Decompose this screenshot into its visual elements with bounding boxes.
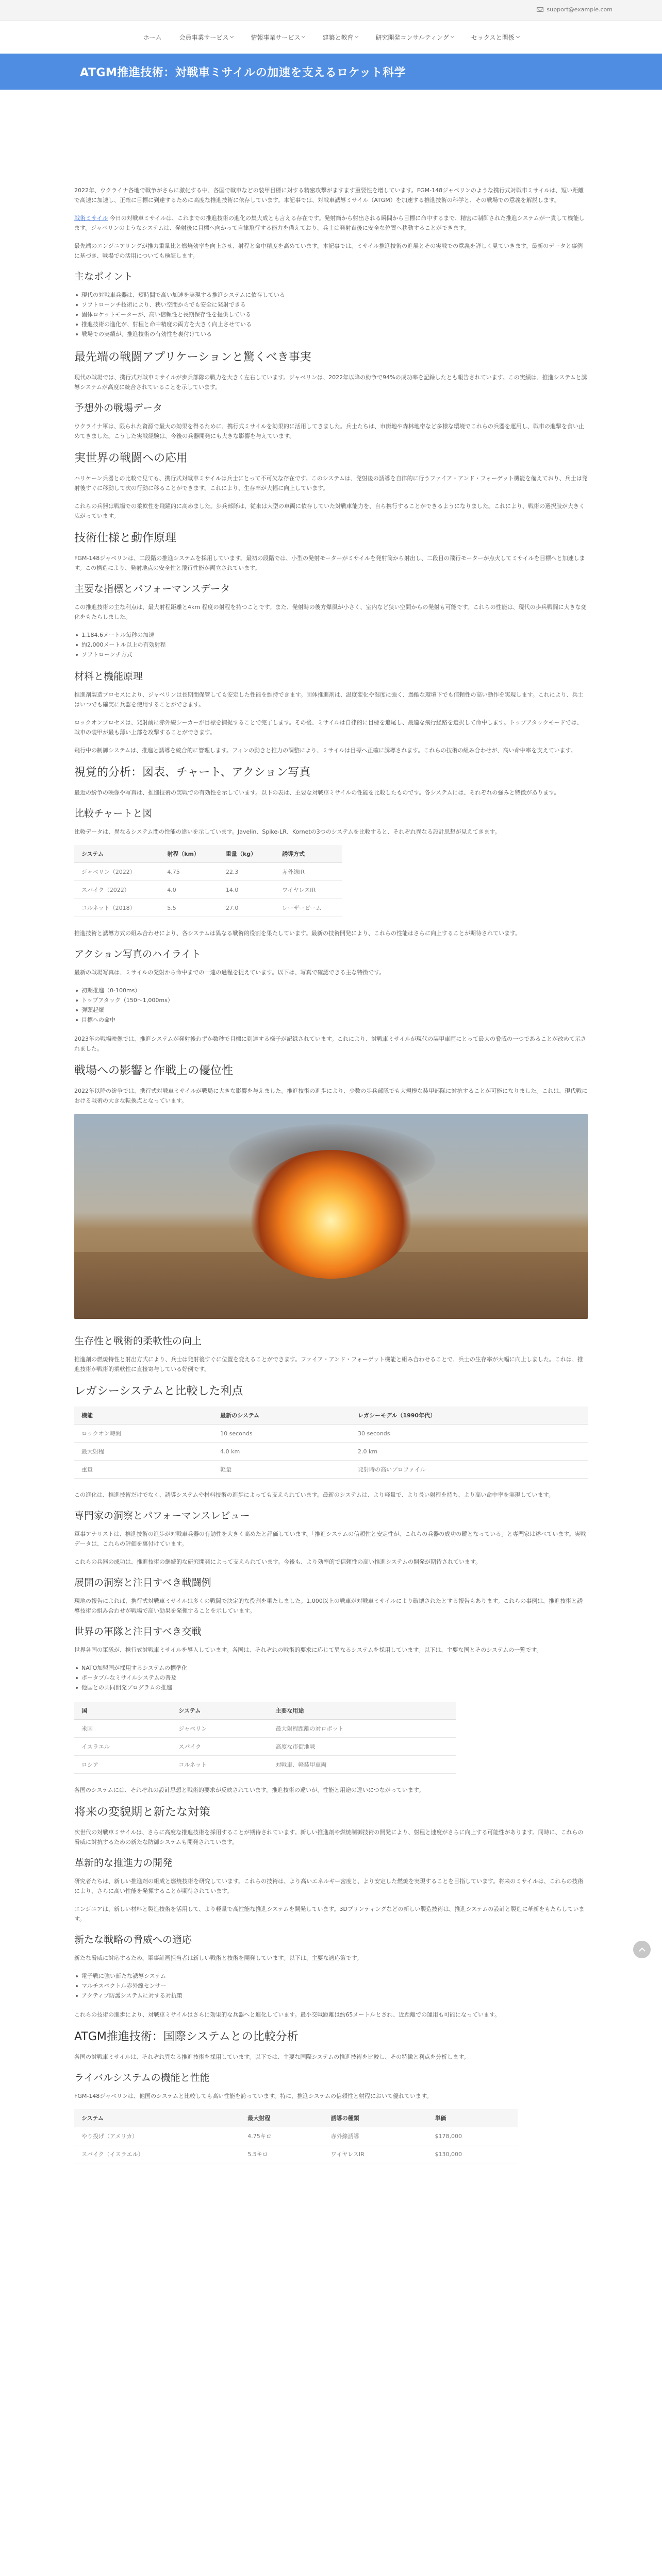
list-item: 現代の対戦車兵器は、短時間で高い加速を実現する推進システムに依存している	[74, 290, 588, 300]
nav-member-services[interactable]: 会員事業サービス	[179, 33, 233, 42]
list-item: NATO加盟国が採用するシステムの標準化	[74, 1663, 588, 1673]
nav-relationships[interactable]: セックスと関係	[471, 33, 519, 42]
table-header: 誘導の種類	[324, 2109, 428, 2127]
list-item: 推進技術の進化が、射程と命中精度の両方を大きく向上させている	[74, 319, 588, 329]
section-heading-survival: 生存性と戦術的柔軟性の向上	[74, 1335, 202, 1347]
paragraph: ハリケーン兵器との比較で見ても、携行式対戦車ミサイルは兵士にとって不可欠な存在です。このシステムは、発射後の誘導を自律的に行うファイア・アンド・フォーゲット機能を備えており、兵士は発射後すぐに移動して次の行動に移ることができます。これにより、生存率が大幅に向上しています。	[74, 475, 588, 492]
paragraph: 2022年以降の紛争では、携行式対戦車ミサイルが戦局に大きな影響を与えました。推進技術の進歩により、少数の歩兵部隊でも大規模な装甲部隊に対抗することが可能になりました。これは、現代戦における戦術の大きな転換点となっています。	[74, 1088, 588, 1104]
top-bar	[0, 0, 662, 21]
paragraph: これらの兵器の成功は、推進技術の継続的な研究開発によって支えられています。今後も、より効率的で信頼性の高い推進システムの開発が期待されています。	[74, 1558, 482, 1565]
table-header: システム	[74, 2109, 240, 2127]
paragraph: 現地の報告によれば、携行式対戦車ミサイルは多くの戦闘で決定的な役割を果たしました。1,000以上の戦車が対戦車ミサイルにより破壊されたとする報告もあります。これらの事例は、推進技術と誘導技術の組み合わせが戦場で高い効果を発揮することを示しています。	[74, 1598, 583, 1614]
paragraph: ウクライナ軍は、限られた資源で最大の効果を得るために、携行式ミサイルを効果的に活用してきました。兵士たちは、市街地や森林地帯など多様な環境でこれらの兵器を運用し、戦車の進撃を食い止めてきました。こうした実戦経験は、今後の兵器開発にも大きな影響を与えています。	[74, 423, 584, 439]
contact-email[interactable]	[537, 6, 613, 13]
table-header: 最大射程	[240, 2109, 323, 2127]
scroll-to-top-button[interactable]	[633, 1941, 651, 1958]
table-row: イスラエル スパイク 高度な市街地戦	[74, 1738, 456, 1756]
list-item: 電子戦に強い新たな誘導システム	[74, 1971, 588, 1981]
chevron-down-icon	[355, 35, 358, 38]
paragraph: FGM-148ジャベリンは、二段階の推進システムを採用しています。最初の段階では、小型の発射モーターがミサイルを発射筒から射出し、二段目の飛行モーターが点火してミサイルを目標へと加速します。この構造により、発射地点の安全性と飛行性能が両立されています。	[74, 555, 585, 571]
paragraph: エンジニアは、新しい材料と製造技術を活用して、より軽量で高性能な推進システムを開発しています。3Dプリンティングなどの新しい製造技術は、推進システムの設計と製造に革新をもたらしています。	[74, 1906, 585, 1922]
table-header: 単価	[428, 2109, 518, 2127]
intro-paragraph-1: 2022年、ウクライナ各地で戦争がさらに激化する中、各国で戦車などの装甲目標に対する精密攻撃がますます重要性を増しています。FGM-148ジャベリンのような携行式対戦車ミサイルは、短い距離で高速に加速し、正確に目標に到達するために高度な推進技術に依存しています。本記事では、対戦車誘導ミサイル（ATGM）を加速する推進技術の科学と、その戦場での意義を解説します。	[74, 187, 584, 204]
paragraph: この進化は、推進技術だけでなく、誘導システムや材料技術の進歩によっても支えられています。最新のシステムは、より軽量で、より長い射程を持ち、より高い命中率を実現しています。	[74, 1492, 554, 1498]
mail-icon	[537, 7, 543, 12]
chevron-down-icon	[451, 35, 454, 38]
list-item: ポータブルなミサイルシステムの普及	[74, 1673, 588, 1683]
section-heading-future: 将来の変貌期と新たな対策	[74, 1806, 211, 1819]
list-item: 戦場での実績が、推進技術の有効性を裏付けている	[74, 329, 588, 339]
inline-link-tactical-missile[interactable]: 戦術ミサイル	[74, 215, 108, 222]
paragraph: 推進剤製造プロセスにより、ジャベリンは長期間保管しても安定した性能を維持できます。固体推進剤は、温度変化や湿度に強く、過酷な環境下でも信頼性の高い動作を実現します。これにより、兵士はいつでも確実に兵器を使用することができます。	[74, 691, 584, 708]
photo-fireball	[249, 1150, 413, 1279]
list-item: 目標への命中	[74, 1015, 588, 1025]
table-header: レガシーモデル（1990年代）	[351, 1406, 588, 1425]
table-header: 射程（km）	[160, 845, 219, 863]
list-item: 初期推進（0-100ms）	[74, 986, 588, 995]
list-item: アクティブ防護システムに対する対抗策	[74, 1991, 588, 2001]
paragraph: 軍事アナリストは、推進技術の進歩が対戦車兵器の有効性を大きく高めたと評価しています。「推進システムの信頼性と安定性が、これらの兵器の成功の鍵となっている」と専門家は述べています。実戦データは、これらの評価を裏付けています。	[74, 1531, 586, 1547]
legacy-table	[74, 1406, 588, 1479]
section-heading-revolution: 革新的な推進力の開発	[74, 1857, 173, 1869]
table-row: 最大射程 4.0 km 2.0 km	[74, 1443, 588, 1461]
section-heading-atgm: ATGM推進技術：国際システムとの比較分析	[74, 2030, 299, 2043]
table-row: コルネット（2018） 5.5 27.0 レーザービーム	[74, 899, 342, 917]
section-heading-world: 世界の軍隊と注目すべき交戦	[74, 1626, 202, 1637]
table-row: ロックオン時間 10 seconds 30 seconds	[74, 1425, 588, 1443]
explosion-photo	[74, 1114, 588, 1319]
section-heading-expert: 専門家の洞察とパフォーマンスレビュー	[74, 1510, 250, 1521]
chevron-down-icon	[516, 35, 520, 38]
action-list	[74, 986, 588, 1025]
section-heading-legacy: レガシーシステムと比較した利点	[74, 1385, 243, 1398]
paragraph: これらの兵器は戦場での柔軟性を飛躍的に高めました。歩兵部隊は、従来は大型の車両に依存していた対戦車能力を、自ら携行することができるようになりました。これにより、戦術の選択肢が大きく広がっています。	[74, 503, 585, 519]
intro-paragraph-2: 戦術ミサイル 今日の対戦車ミサイルは、これまでの推進技術の進化の集大成とも言える存在です。発射筒から射出される瞬間から目標に命中するまで、精密に制御された推進システムが一貫して機能します。ジャベリンのようなシステムは、発射後に目標へ向かって自律飛行する能力を備えており、兵士は発射直後に安全な位置へ移動することができます。	[74, 215, 585, 231]
paragraph: これらの技術の進歩により、対戦車ミサイルはさらに効果的な兵器へと進化しています。最小交戦距離は約65メートルとされ、近距離での運用も可能になっています。	[74, 2011, 501, 2018]
list-item: マルチスペクトル赤外線センサー	[74, 1981, 588, 1991]
hero-banner	[0, 54, 662, 90]
table-row: スパイク（イスラエル） 5.5キロ ワイヤレスIR $130,000	[74, 2145, 518, 2163]
comparison-table	[74, 845, 342, 917]
list-item: 他国との共同開発プログラムの推進	[74, 1683, 588, 1692]
paragraph: 新たな脅威に対応するため、軍事計画担当者は新しい戦術と技術を開発しています。以下は、主要な適応策です。	[74, 1955, 362, 1961]
section-heading-action: アクション写真のハイライト	[74, 948, 201, 960]
metrics-list	[74, 630, 588, 659]
table-row: ジャベリン（2022） 4.75 22.3 赤外線IR	[74, 863, 342, 881]
section-heading-practical: 実世界の戦闘への応用	[74, 452, 188, 465]
main-points-list	[74, 290, 588, 339]
paragraph: 2023年の戦場映像では、推進システムが発射後わずか数秒で目標に到達する様子が記録されています。これにより、対戦車ミサイルが現代の装甲車両にとって最大の脅威の一つであることが改めて示されました。	[74, 1036, 587, 1052]
table-header: 誘導方式	[275, 845, 342, 863]
section-heading-visual: 視覚的分析：図表、チャート、アクション写真	[74, 766, 311, 779]
page-title: ATGM推進技術：対戦車ミサイルの加速を支えるロケット科学	[80, 66, 406, 79]
section-heading-specs: 技術仕様と動作原理	[74, 532, 177, 545]
main-nav	[0, 21, 662, 54]
table-header: 最新のシステム	[213, 1406, 351, 1425]
list-item: 約2,000メートル以上の有効射程	[74, 640, 588, 650]
nav-construction-education[interactable]: 建築と教育	[322, 33, 358, 42]
table-row: 米国 ジャベリン 最大射程距離の対ロボット	[74, 1720, 456, 1738]
section-heading-threats: 新たな戦略の脅威への適応	[74, 1934, 192, 1945]
section-heading-materials: 材料と機能原理	[74, 671, 143, 682]
section-heading-rival: ライバルシステムの機能と性能	[74, 2072, 210, 2083]
list-item: ソフトローンチ方式	[74, 650, 588, 659]
paragraph: この推進技術の主な利点は、最大射程距離と4km 程度の射程を持つことです。また、発射時の後方爆風が小さく、室内など狭い空間からの発射も可能です。これらの性能は、現代の歩兵戦闘に大きな変化をもたらしました。	[74, 604, 587, 620]
list-item: 弾頭起爆	[74, 1005, 588, 1015]
paragraph: 比較データは、異なるシステム間の性能の違いを示しています。Javelin、Spike-LR、Kornetの3つのシステムを比較すると、それぞれ異なる設計思想が見えてきます。	[74, 828, 501, 835]
rival-table	[74, 2109, 518, 2163]
section-heading-metrics: 主要な指標とパフォーマンスデータ	[74, 583, 230, 595]
threats-list	[74, 1971, 588, 2001]
paragraph: 現代の戦場では、携行式対戦車ミサイルが歩兵部隊の戦力を大きく左右しています。ジャベリンは、2022年以降の紛争で94%の成功率を記録したとも報告されています。この実績は、推進システムと誘導システムが高度に統合されていることを示しています。	[74, 374, 587, 391]
paragraph: ロックオンプロセスは、発射前に赤外線シーカーが目標を捕捉することで完了します。その後、ミサイルは自律的に目標を追尾し、最適な飛行経路を選択して命中します。トップアタックモードでは、戦車の装甲が最も薄い上部を攻撃することができます。	[74, 719, 583, 736]
table-header: 重量（kg）	[219, 845, 275, 863]
table-row: ロシア コルネット 対戦車、軽装甲車両	[74, 1756, 456, 1774]
table-header: システム	[74, 845, 160, 863]
paragraph: FGM-148ジャベリンは、他国のシステムと比較しても高い性能を誇っています。特に、推進システムの信頼性と射程において優れています。	[74, 2093, 433, 2099]
table-header: 主要な用途	[268, 1702, 456, 1720]
paragraph: 次世代の対戦車ミサイルは、さらに高度な推進技術を採用することが期待されています。新しい推進剤や燃焼制御技術の開発により、射程と速度がさらに向上する可能性があります。同時に、これらの脅威に対抗するための新たな防御システムも開発されています。	[74, 1829, 584, 1845]
article-body	[74, 90, 588, 2576]
nav-home[interactable]: ホーム	[143, 33, 162, 41]
section-heading-impact: 戦場への影響と作戦上の優位性	[74, 1064, 234, 1077]
world-list	[74, 1663, 588, 1692]
section-heading-main-points: 主なポイント	[74, 271, 134, 282]
list-item: トップアタック（150～1,000ms）	[74, 995, 588, 1005]
paragraph: 各国の対戦車ミサイルは、それぞれ異なる推進技術を採用しています。以下では、主要な国際システムの推進技術を比較し、その特徴と利点を分析します。	[74, 2054, 470, 2060]
table-header: システム	[171, 1702, 268, 1720]
paragraph: 飛行中の制御システムは、推進と誘導を統合的に管理します。フィンの動きと推力の調整により、ミサイルは目標へ正確に誘導されます。これらの技術の組み合わせが、高い命中率を支えています。	[74, 747, 576, 754]
contact-email-text[interactable]: support@example.com	[547, 6, 613, 13]
paragraph: 推進技術と誘導方式の組み合わせにより、各システムは異なる戦術的役割を果たしています。最新の技術開発により、これらの性能はさらに向上することが期待されています。	[74, 930, 521, 937]
list-item: 1,184.6メートル毎秒の加速	[74, 630, 588, 640]
section-heading-predict: 予想外の戦場データ	[74, 402, 163, 414]
section-heading-apps: 最先端の戦闘アプリケーションと驚くべき事実	[74, 351, 311, 364]
chevron-up-icon	[639, 1947, 646, 1954]
list-item: 固体ロケットモーターが、高い信頼性と長期保存性を提供している	[74, 310, 588, 319]
table-header: 国	[74, 1702, 171, 1720]
paragraph: 世界各国の軍隊が、携行式対戦車ミサイルを導入しています。各国は、それぞれの戦術的要求に応じて異なるシステムを採用しています。以下は、主要な国とそのシステムの一覧です。	[74, 1647, 542, 1653]
paragraph: 研究者たちは、新しい推進剤の組成と燃焼技術を研究しています。これらの技術は、より高いエネルギー密度と、より安定した燃焼を実現することを目指しています。将来のミサイルは、これらの技術により、さらに高い性能を発揮することが期待されています。	[74, 1878, 584, 1894]
chevron-down-icon	[230, 35, 234, 38]
table-header: 機能	[74, 1406, 213, 1425]
nav-rnd-consulting[interactable]: 研究開発コンサルティング	[375, 33, 453, 42]
intro-paragraph-3: 最先端のエンジニアリングが推力重量比と燃焼効率を向上させ、射程と命中精度を高めています。本記事では、ミサイル推進技術の進展とその実戦での意義を詳しく見ていきます。最新のデータと事例に基づき、戦場での活用についても検証します。	[74, 243, 583, 259]
list-item: ソフトローンチ技術により、狭い空間からでも安全に発射できる	[74, 300, 588, 310]
paragraph: 最近の紛争の映像や写真は、推進技術の実戦での有効性を示しています。以下の表は、主要な対戦車ミサイルの性能を比較したものです。各システムには、それぞれの強みと特徴があります。	[74, 789, 560, 796]
table-row: スパイク（2022） 4.0 14.0 ワイヤレスIR	[74, 881, 342, 899]
paragraph: 各国のシステムには、それぞれの設計思想と戦術的要求が反映されています。推進技術の違いが、性能と用途の違いにつながっています。	[74, 1787, 424, 1793]
table-row: やり投げ（アメリカ） 4.75キロ 赤外線誘導 $178,000	[74, 2127, 518, 2145]
paragraph: 最新の戦場写真は、ミサイルの発射から命中までの一連の過程を捉えています。以下は、写真で確認できる主な特徴です。	[74, 969, 385, 976]
section-heading-deploy: 展開の洞察と注目すべき戦闘例	[74, 1577, 211, 1588]
paragraph: 推進剤の燃焼特性と射出方式により、兵士は発射後すぐに位置を変えることができます。ファイア・アンド・フォーゲット機能と組み合わせることで、兵士の生存率が大幅に向上しました。これは、推進技術が戦術的柔軟性に直接寄与している好例です。	[74, 1356, 583, 1372]
section-heading-compare: 比較チャートと図	[74, 808, 153, 819]
chevron-down-icon	[302, 35, 305, 38]
table-row: 重量 軽量 発射時の高いプロファイル	[74, 1461, 588, 1479]
world-table	[74, 1702, 456, 1774]
nav-info-services[interactable]: 情報事業サービス	[251, 33, 305, 42]
